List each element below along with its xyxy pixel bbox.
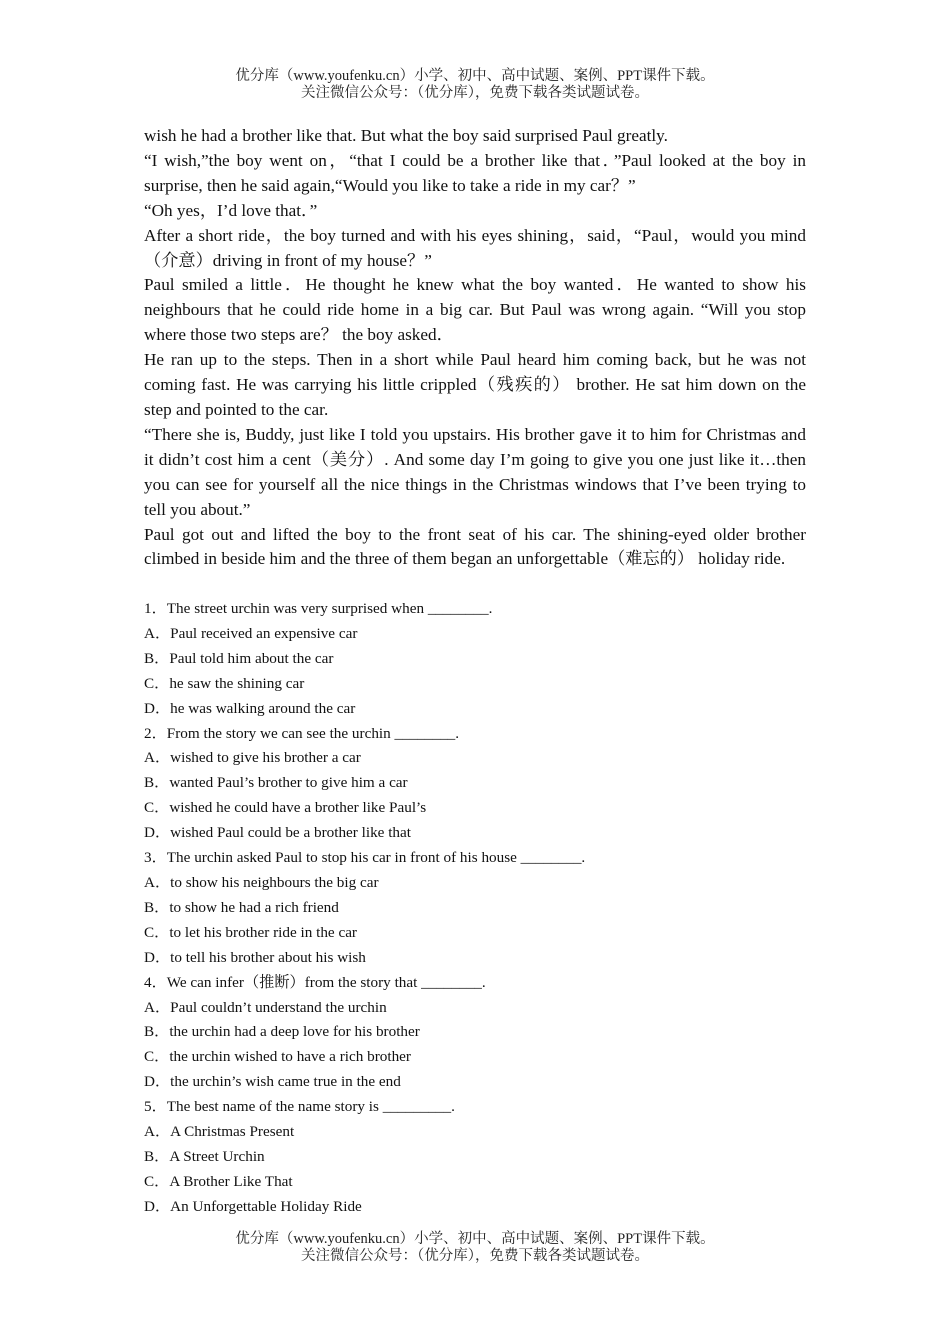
answer-option: A．A Christmas Present (144, 1123, 295, 1141)
question-stem: 2．From the story we can see the urchin ________. (144, 724, 460, 742)
answer-option: B．A Street Urchin (144, 1147, 265, 1165)
answer-option: B．Paul told him about the car (144, 649, 334, 667)
question-stem: 5．The best name of the name story is _________. (144, 1098, 455, 1116)
passage-paragraph: “Oh yes，I’d love that．” (144, 200, 318, 220)
question-stem: 4．We can infer（推断）from the story that ________. (144, 973, 486, 991)
answer-option: B．the urchin had a deep love for his brother (144, 1023, 420, 1041)
answer-option: A．wished to give his brother a car (144, 749, 361, 767)
answer-option: A．Paul couldn’t understand the urchin (144, 998, 387, 1016)
footer-line-1: 优分库（www.youfenku.cn）小学、初中、高中试题、案例、PPT课件下载。 (235, 1231, 715, 1247)
answer-option: B．to show he had a rich friend (144, 898, 339, 916)
passage-paragraph: “There she is, Buddy, just like I told you upstairs. His brother gave it to him for Christmas and it didn’t cost him a cent（美分）. And some day I’m going to give you one just like it…then you can see for yourself all the nice things in the Christmas windows that I’ve been trying to tell you about.” (144, 424, 806, 519)
question-list (144, 597, 806, 1220)
question-stem: 3．The urchin asked Paul to stop his car in front of his house ________. (144, 849, 586, 867)
answer-option: C．to let his brother ride in the car (144, 923, 357, 941)
passage-paragraph: Paul smiled a little．He thought he knew what the boy wanted．He wanted to show his neighbours that he could ride home in a big car. But Paul was wrong again. “Will you stop where those two steps are？ the boy asked． (144, 275, 806, 345)
passage-paragraph: wish he had a brother like that. But what the boy said surprised Paul greatly. (144, 126, 668, 145)
answer-option: D．wished Paul could be a brother like that (144, 824, 411, 842)
answer-option: D．the urchin’s wish came true in the end (144, 1073, 401, 1091)
reading-passage (144, 124, 806, 572)
answer-option: C．he saw the shining car (144, 674, 305, 692)
footer-line-2: 关注微信公众号：（优分库），免费下载各类试题试卷。 (301, 1248, 649, 1264)
passage-paragraph: After a short ride，the boy turned and with his eyes shining，said，“Paul，would you mind（介意）driving in front of my house？” (144, 225, 806, 270)
answer-option: C．wished he could have a brother like Paul’s (144, 799, 427, 817)
answer-option: B．wanted Paul’s brother to give him a car (144, 774, 408, 792)
answer-option: D．he was walking around the car (144, 699, 356, 717)
header-line-1: 优分库（www.youfenku.cn）小学、初中、高中试题、案例、PPT课件下载。 (235, 68, 715, 84)
answer-option: D．to tell his brother about his wish (144, 948, 366, 966)
page-footer (0, 1231, 950, 1265)
page-header (0, 68, 950, 102)
answer-option: D．An Unforgettable Holiday Ride (144, 1197, 362, 1215)
answer-option: C．the urchin wished to have a rich brother (144, 1048, 411, 1066)
question-stem: 1．The street urchin was very surprised when ________. (144, 600, 493, 617)
header-line-2: 关注微信公众号：（优分库），免费下载各类试题试卷。 (301, 85, 649, 101)
passage-paragraph: Paul got out and lifted the boy to the front seat of his car. The shining-eyed older brother climbed in beside him and the three of them began an unforgettable（难忘的） holiday ride. (144, 524, 806, 569)
answer-option: A．to show his neighbours the big car (144, 873, 379, 891)
answer-option: C．A Brother Like That (144, 1172, 293, 1190)
passage-paragraph: He ran up to the steps. Then in a short while Paul heard him coming back, but he was not coming fast. He was carrying his little crippled（残疾的） brother. He sat him down on the step and pointed to the car. (144, 350, 806, 419)
passage-paragraph: “I wish,”the boy went on，“that I could be a brother like that．”Paul looked at the boy in surprise, then he said again,“Would you like to take a ride in my car？” (144, 150, 806, 195)
answer-option: A．Paul received an expensive car (144, 624, 358, 642)
